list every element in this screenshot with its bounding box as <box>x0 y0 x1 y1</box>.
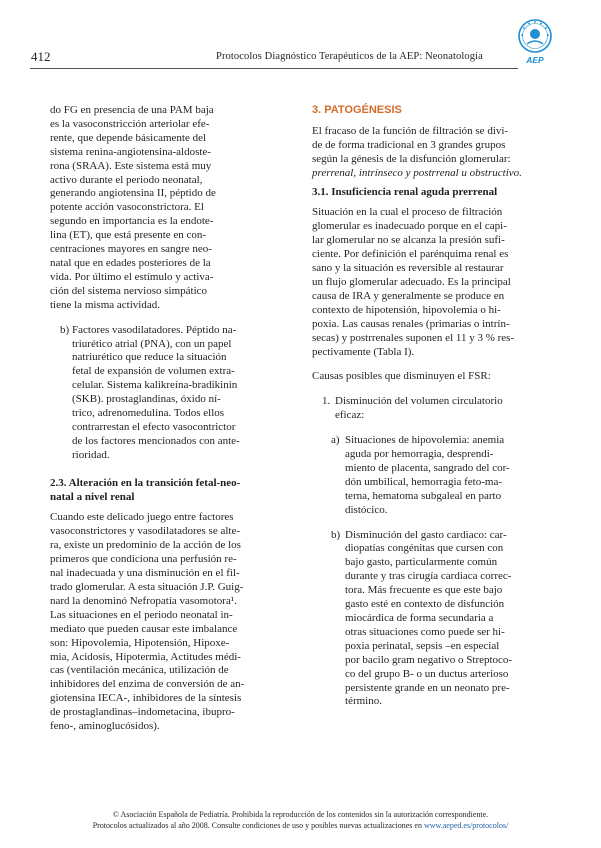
text-line: trico, adrenomedulina. Todos ellos <box>72 407 225 420</box>
text-line: ciente. Por definición el parénquima renal es <box>312 248 509 261</box>
page-number: 412 <box>31 49 51 64</box>
text-line: mediato que pueden causar este imbalance <box>50 622 238 635</box>
left-paragraph-2 <box>50 511 289 734</box>
text-line: de de forma tradicional en 3 grandes grupos <box>312 138 506 151</box>
text-line: terna, hematoma subgaleal en parto <box>345 489 502 502</box>
text-line: natriurético que reduce la situación <box>72 351 227 364</box>
subsection-heading-3-1: 3.1. Insuficiencia renal aguda prerrenal <box>312 185 498 198</box>
text-line: gasto esté en contexto de disfunción <box>345 598 505 611</box>
text-line: generando angiotensina II, péptido de <box>50 187 216 200</box>
text-line: nard la denominó Nefropatía vasomotora¹. <box>50 594 237 607</box>
text-line: miento de placenta, sangrado del cor- <box>345 461 510 474</box>
right-column <box>312 104 552 709</box>
text-line: Cuando este delicado juego entre factores <box>50 511 234 524</box>
text-line: otras situaciones como puede ser hi- <box>345 625 505 638</box>
text-line: término. <box>345 695 382 708</box>
right-paragraph-2: Causas posibles que disminuyen el FSR: <box>312 370 491 383</box>
text-line: glomerular es inadecuado porque en el capi- <box>312 220 507 233</box>
list-item-b <box>60 324 289 463</box>
text-line: un flujo glomerular adecuado. Es la principal <box>312 275 511 288</box>
section-title-patogenesis: 3. PATOGÉNESIS <box>312 104 402 116</box>
text-line: diopatías congénitas que cursen con <box>345 542 504 555</box>
text-line: durante y tras cirugía cardiaca correc- <box>345 570 512 583</box>
text-line: lar glomerular no se alcanza la presión sufi- <box>312 234 505 247</box>
text-line: rente, que depende básicamente del <box>50 131 207 144</box>
list-label: b) <box>331 528 341 541</box>
text-line: primeros que condiciona una perfusión re- <box>50 553 237 566</box>
text-line: feno-, aminoglucósidos). <box>50 720 160 733</box>
intro-paragraph <box>312 125 552 181</box>
list-item-1 <box>322 395 552 423</box>
text-line: vasoconstrictores y vasodilatadores se alte- <box>50 525 240 538</box>
text-line: sistema renina-angiotensina-aldoste- <box>50 145 211 158</box>
text-line: Situaciones de hipovolemia: anemia <box>345 434 505 447</box>
text-line: es la vasoconstricción arteriolar efe- <box>50 117 210 130</box>
footer <box>0 810 601 831</box>
text-line: El fracaso de la función de filtración se divi- <box>312 124 509 137</box>
left-column <box>50 104 289 734</box>
text-line: poxia. Las causas renales (primarias o intrín- <box>312 317 510 330</box>
list-label: a) <box>331 434 340 447</box>
section-heading-2-3 <box>50 477 289 505</box>
text-line: por bacilo gram negativo o Streptoco- <box>345 653 513 666</box>
text-line: lina (ET), que está presente en con- <box>50 229 207 242</box>
list-item-b <box>331 529 552 710</box>
text-line: secas) y postrrenales suponen el 11 y 3 % res- <box>312 331 515 344</box>
text-line: centraciones mayores en sangre neo- <box>50 243 212 256</box>
aep-logo <box>517 18 553 68</box>
running-header: Protocolos Diagnóstico Terapéuticos de la AEP: Neonatología <box>216 51 483 62</box>
text-line: giotensina IECA-, inhibidores de la síntesis <box>50 692 242 705</box>
left-paragraph-1 <box>50 104 289 313</box>
update-line <box>0 821 601 832</box>
text-line: do FG en presencia de una PAM baja <box>50 104 214 116</box>
text-line: son: Hipovolemia, Hipotensión, Hipoxe- <box>50 636 230 649</box>
text-line: ción del sistema nervioso simpático <box>50 284 208 297</box>
text-line: trado glomerular. A esta situación J.P. Guig- <box>50 581 244 593</box>
right-paragraph-1 <box>312 206 552 359</box>
text-line: (SKB). prostaglandinas, óxido ní- <box>72 393 221 406</box>
list-item-a <box>331 434 552 517</box>
text-line: tiene la misma actividad. <box>50 298 160 311</box>
text-line: cas (ventilación mecánica, utilización de <box>50 664 229 677</box>
text-line: dón umbilical, hemorragia feto-ma- <box>345 475 502 488</box>
text-line: contexto de hipotensión, hipovolemia o hi- <box>312 303 501 316</box>
text-line: co del grupo B- o un ductus arterioso <box>345 667 509 680</box>
text-line: miocárdica de forma secundaria a <box>345 612 494 624</box>
text-line: bajo gasto, particularmente común <box>345 556 498 569</box>
text-line: aguda por hemorragia, desprendi- <box>345 448 494 461</box>
text-line: mia, Acidosis, Hipotermia, Actitudes médi- <box>50 650 241 663</box>
list-text <box>345 529 552 710</box>
list-label: b) <box>60 323 70 336</box>
copyright-line: © Asociación Española de Pediatría. Prohibida la reproducción de los contenidos sin la autorización correspondiente. <box>112 810 489 819</box>
text-line: Disminución del gasto cardiaco: car- <box>345 528 507 541</box>
text-line: persistente grande en un neonato pre- <box>345 681 510 694</box>
text-line: Disminución del volumen circulatorio <box>335 395 503 408</box>
text-line: nal inadecuada y una disminución en el fil- <box>50 567 240 580</box>
text-line: triurético atrial (PNA), con un papel <box>72 337 232 350</box>
text-line: vida. Por último el estímulo y activa- <box>50 270 214 283</box>
text-line: rona (SRAA). Este sistema está muy <box>50 159 212 172</box>
text-line: según la génesis de la disfunción glomerular: <box>312 152 511 165</box>
text-line: activo durante el periodo neonatal, <box>50 173 203 186</box>
header-rule <box>30 68 518 69</box>
text-line: poxia perinatal, sepsis –en especial <box>345 639 500 652</box>
text-line: pectivamente (Tabla I). <box>312 345 415 358</box>
text-line: 2.3. Alteración en la transición fetal-neo- <box>50 476 241 489</box>
text-line: sano y la situación es reversible al restaurar <box>312 262 504 275</box>
text-line: rioridad. <box>72 448 110 461</box>
text-line: ra, existe un predominio de la acción de los <box>50 539 241 552</box>
text-line: Las situaciones en el periodo neonatal in- <box>50 608 233 621</box>
text-line: celular. Sistema kalikreína-bradikinin <box>72 379 238 392</box>
aep-seal-icon <box>517 18 553 54</box>
protocols-link[interactable]: www.aeped.es/protocolos/ <box>423 820 509 830</box>
text-line: fetal de expansión de volumen extra- <box>72 365 235 378</box>
list-text <box>345 434 552 517</box>
update-text: Protocolos actualizados al año 2008. Consulte condiciones de uso y posibles nuevas actualizaciones en <box>92 820 424 830</box>
text-line: natal que en edades posteriores de la <box>50 256 211 269</box>
text-line: potente acción vasoconstrictora. El <box>50 201 204 214</box>
text-line: causa de IRA y generalmente se produce en <box>312 289 505 302</box>
text-line: eficaz: <box>335 409 365 422</box>
text-line: inhibidores del enzima de conversión de an- <box>50 678 245 691</box>
text-line: distócico. <box>345 503 388 516</box>
text-line: Factores vasodilatadores. Péptido na- <box>72 323 237 336</box>
text-line-italic: prerrenal, intrínseco y postrrenal u obstructivo. <box>312 166 522 179</box>
list-text <box>335 395 552 423</box>
logo-text: AEP <box>526 55 544 65</box>
list-label: 1. <box>322 395 331 408</box>
text-line: natal a nivel renal <box>50 490 135 503</box>
text-line: tora. Más frecuente es que este bajo <box>345 584 503 597</box>
text-line: segundo en importancia es la endote- <box>50 215 214 228</box>
text-line: de prostaglandinas–indometacina, ibupro- <box>50 706 235 719</box>
text-line: Situación en la cual el proceso de filtración <box>312 206 503 219</box>
text-line: de los factores mencionados con ante- <box>72 434 240 447</box>
text-line: contrarrestan el efecto vasocontrictor <box>72 420 236 433</box>
list-text <box>72 324 289 463</box>
